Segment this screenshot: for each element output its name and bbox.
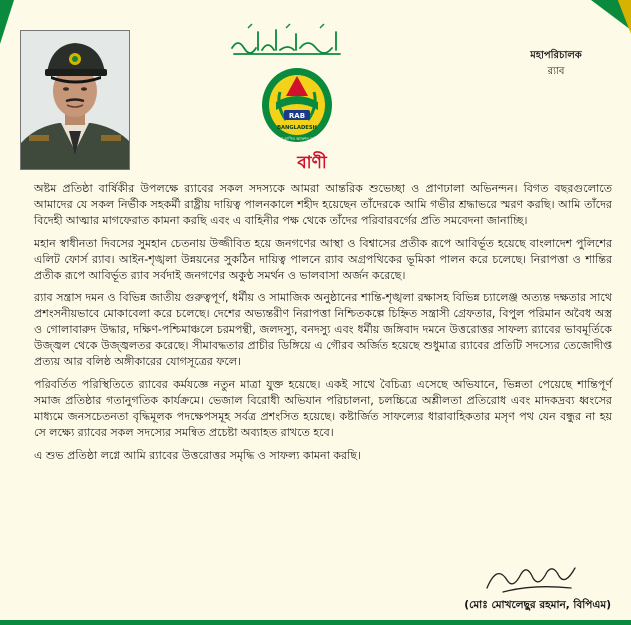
paragraph: র‌্যাব সন্ত্রাস দমন ও বিভিন্ন জাতীয় গুরুত্বপূর্ণ, ধর্মীয় ও সামাজিক অনুষ্ঠানের শান্তি-শৃঙ্খলা রক্ষাসহ বিভিন্ন চ্যালেঞ্জ অত্যন্ত দক্ষতার সাথে প্রশংসনীয়ভাবে মোকাবেলা করে চলেছে। দেশের অভ্যন্তরীণ নিরাপত্তা নিশ্চিতকল্পে চিহ্নিত সন্ত্রাসী গ্রেফতার, বিপুল পরিমান অবৈধ অস্ত্র ও গোলাবারুদ উদ্ধার, দক্ষিণ-পশ্চিমাঞ্চলে চরমপন্থী, জলদস্যু, বনদস্যু এবং ধর্মীয় জঙ্গিবাদ দমনে উত্তরোত্তর সাফল্য র‌্যাবের ভাবমূর্তিকে উজ্জ্বল থেকে উজ্জ্বলতর করেছে। সীমাবদ্ধতার প্রাচীর ডিঙ্গিয়ে এ গৌরব অর্জিত হয়েছে শুধুমাত্র র‌্যাবের প্রতিটি সদস্যের তেজোদীপ্ত প্রত্যয় আর বলিষ্ঠ অঙ্গীকারের যোগসূত্রের ফলে। <box>34 291 612 369</box>
paragraph: এ শুভ প্রতিষ্ঠা লগ্নে আমি র‌্যাবের উত্তরোত্তর সমৃদ্ধি ও সাফল্য কামনা করছি। <box>34 448 361 462</box>
bismillah-calligraphy <box>228 20 348 60</box>
portrait-photo <box>20 30 130 170</box>
emblem-label: RAB <box>288 112 306 120</box>
rab-emblem-icon <box>256 62 338 148</box>
paragraph: অষ্টম প্রতিষ্ঠা বার্ষিকীর উপলক্ষে র‌্যাবের সকল সদস্যকে আমরা আন্তরিক শুভেচ্ছা ও প্রাণঢালা অভিনন্দন। বিগত বছরগুলোতে আমাদের যে সকল নির্ভীক সহকর্মী রাষ্ট্রীয় দায়িত্ব পালনকালে শহীদ হয়েছেন তাঁদেরকে আমি গভীর শ্রদ্ধাভরে স্মরণ করছি। আমি তাঁদের বিদেহী আত্মার মাগফেরাত কামনা করছি এবং এ বাহিনীর পক্ষ থেকে তাঁদের পরিবারবর্গের প্রতি সমবেদনা জানাচ্ছি। <box>34 182 612 227</box>
page-title: বাণী <box>297 153 327 173</box>
paragraph: মহান স্বাধীনতা দিবসের সুমহান চেতনায় উজ্জীবিত হয়ে জনগণের আস্থা ও বিশ্বাসের প্রতীক রূপে আবির্ভূত হয়েছে বাংলাদেশ পুলিশের এলিট ফোর্স র‌্যাব। আইন-শৃঙ্খলা উন্নয়নের সুকঠিন দায়িত্ব পালনে র‌্যাব অগ্রপথিকের ভূমিকা পালন করে চলেছে। নিরাপত্তা ও শান্তির প্রতীক রূপে আবির্ভূত র‌্যাব সর্বদাই জনগণের অকুণ্ঠ সমর্থন ও ভালবাসা অর্জন করেছে। <box>34 236 612 282</box>
corner-decoration-left <box>0 0 14 44</box>
designation-organization: র‌্যাব <box>547 66 565 77</box>
emblem-ring-text: BANGLADESH <box>277 125 317 131</box>
signatory-name: (মোঃ মোখলেছুর রহমান, বিপিএম) <box>464 599 611 611</box>
designation-position: মহাপরিচালক <box>530 50 582 61</box>
designation-block <box>501 48 611 80</box>
paragraph: পরিবর্তিত পরিস্থিতিতে র‌্যাবের কর্মযজ্ঞে নতুন মাত্রা যুক্ত হয়েছে। একই সাথে বৈচিত্র্য এসেছে অভিযানে, ভিন্নতা পেয়েছে শান্তিপূর্ণ সমাজ প্রতিষ্ঠার গতানুগতিক কার্যক্রমে। ভেজাল বিরোধী অভিযান পরিচালনা, চলচ্চিত্রে অশ্লীলতা প্রতিরোধ এবং মাদকদ্রব্য ধ্বংসের মাধ্যমে জনসচেতনতা বৃদ্ধিমূলক পদক্ষেপসমূহ সর্বত্র প্রশংসিত হয়েছে। কষ্টার্জিত সাফল্যের ধারাবাহিকতার মসৃণ পথ যেন বন্ধুর না হয় সে লক্ষ্যে র‌্যাবের সকল সদস্যের সমন্বিত প্রচেষ্টা অব্যাহত রাখতে হবে। <box>34 377 612 439</box>
signature-scribble <box>483 558 579 596</box>
message-body <box>34 181 612 471</box>
emblem-caption: বাংলাদেশ র‌্যাপিড অ্যাকশন ব্যাটালিয়ন <box>268 136 326 141</box>
bottom-border <box>0 620 631 625</box>
